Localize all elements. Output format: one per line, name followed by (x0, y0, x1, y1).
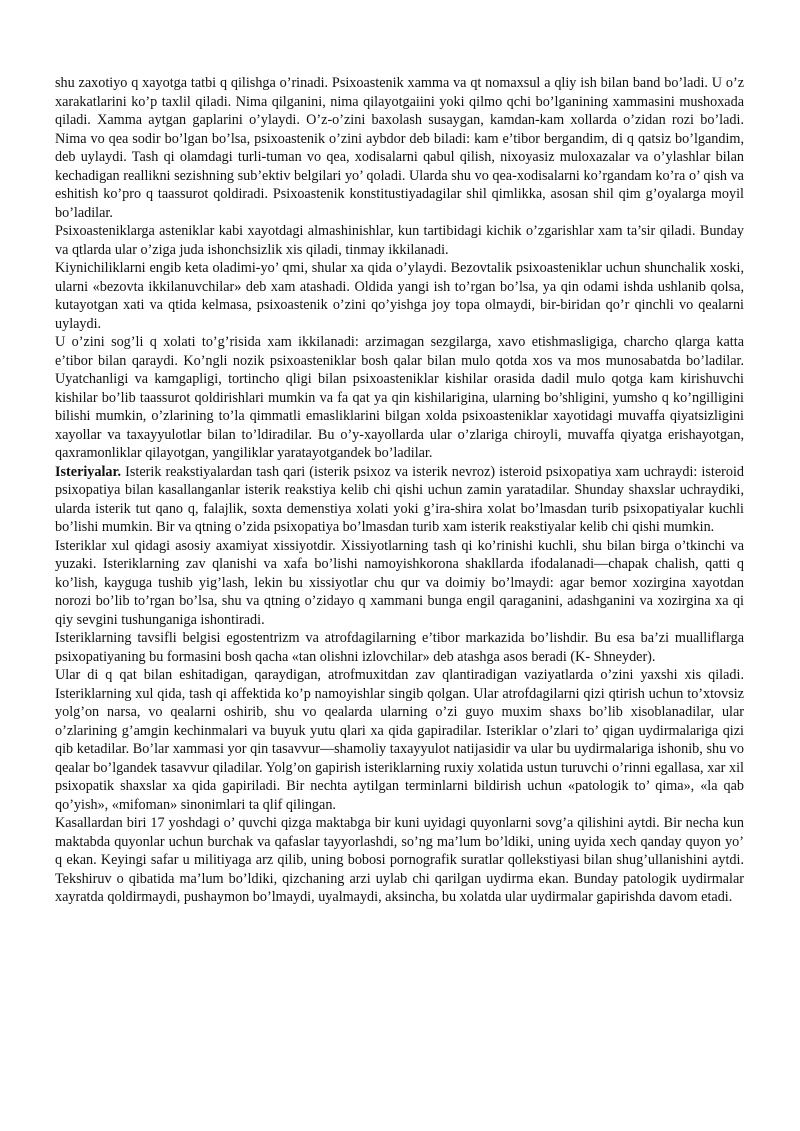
paragraph-text: Kasallardan biri 17 yoshdagi o’ quvchi qizga maktabga bir kuni uyidagi quyonlarni sovg’a qilishini aytdi. Bir necha kun maktabda quyonlar uchun burchak va qafaslar tayyorlashdi, so’ng ma’lum bo’ldiki, uning uyida xech qanday quyon yo’ q ekan. Keyingi safar u militiyaga arz qilib, uning bobosi pornografik suratlar qollekstiyasi bilan shug’ullanishini aytdi. Tekshiruv o qibatida ma’lum bo’ldiki, qizchaning arzi uylab chi qarilgan uydirma ekan. Bunday patologik uydirmalar xayratda qoldirmaydi, pushaymon bo’lmaydi, uyalmaydi, aksincha, bu xolatda ular uydirmalar gapirishda davom etadi. (55, 815, 744, 905)
paragraph-text: Isteriklar xul qidagi asosiy axamiyat xissiyotdir. Xissiyotlarning tash qi ko’rinishi kuchli, shu bilan birga o’tkinchi va yuzaki. Isteriklarning zav qlanishi va xafa bo’lishi namoyishkorona shakllarda ifodalanadi—chapak chalish, qatti q ko’lish, kayguga tushib yig’lash, lekin bu xissiyotlar chu qur va doimiy bo’lmaydi: agar bemor xozirgina xayotdan norozi bo’lib to’rgan bo’lsa, shu va qtning o’zidayo q xammani bunga engil qaraganini, adashganini va xozirgina xa qi qiy sevgini tushunganiga ishontiradi. (55, 537, 744, 628)
document-page (55, 74, 744, 907)
paragraph (55, 259, 744, 333)
paragraph (55, 814, 744, 907)
section-heading: Isteriyalar. (55, 463, 122, 480)
paragraph (55, 222, 744, 259)
paragraph-text: Isterik reakstiyalardan tash qari (isterik psixoz va isterik nevroz) isteroid psixopatiya xam uchraydi: isteroid psixopatiya bilan kasallanganlar isterik reakstiya kelib chi qishi uchun zamin yaratadilar. Shunday shaxslar uchraydiki, ularda isterik tut qano q, falajlik, soxta demenstiya xolati yoki g’ira-shira xolat bo’lmasdan turib psixopatiyalar kuchli bo’lishi mumkin. Bir va qtning o’zida psixopatiya bo’lmasdan turib xam isterik reakstiyalar kelib chi qishi mumkin. (55, 463, 744, 535)
paragraph-text: Isteriklarning tavsifli belgisi egostentrizm va atrofdagilarning e’tibor markazida bo’lishdir. Bu esa ba’zi mualliflarga psixopatiyaning bu formasini bosh qacha «tan olishni izlovchilar» deb atashga asos beradi (K- Shneyder). (55, 630, 744, 665)
paragraph-text: shu zaxotiyo q xayotga tatbi q qilishga o’rinadi. Psixoastenik xamma va qt nomaxsul a qliy ish bilan band bo’ladi. U o’z xarakatlarini ko’p taxlil qiladi. Nima qilganini, nima qilayotgaiini yoki qilmo qchi bo’lganining xammasini mushoxada qiladi. Xamma aytgan gaplarini o’ylaydi. O’z-o’zini baxolash susaygan, kamdan-kam xollarda o’zidan rozi bo’ladi. Nima vo qea sodir bo’lgan bo’lsa, psixoastenik o’zini aybdor deb biladi: kam e’tibor bergandim, di q qatsiz bo’lgandim, deb uylaydi. Tash qi olamdagi turli-tuman vo qea, xodisalarni qabul qilish, nixoyasiz muloxazalar va o’ylashlar bilan kechadigan reallikni sezishning sub’ektiv belgilari yo’ qoladi. Ularda shu vo qea-xodisalarni ko’rgandam ko’ra o’ qish va eshitish ko’pro q taassurot qoldiradi. Psixoastenik konstitustiyadagilar shil qimlikka, asosan shil qim g’oyalarga moyil bo’ladilar. (55, 75, 744, 221)
paragraph (55, 666, 744, 814)
paragraph (55, 537, 744, 630)
paragraph-text: U o’zini sog’li q xolati to’g’risida xam ikkilanadi: arzimagan sezgilarga, xavo etishmasligiga, charcho qlarga katta e’tibor bilan qaraydi. Ko’ngli nozik psixoasteniklar bosh qalar bilan mulo qotda xos va mos munosabatda bo’ladilar. Uyatchanligi va kamgapligi, tortincho qligi bilan psixoasteniklar kishilar orasida dadil mulo qotga kam kirishuvchi kishilar bo’lib taassurot qoldirishlari mumkin va fa qat ya qin kishilarigina, ularning bo’shligini, yumsho q ko’ngilligini bilishi mumkin, o’zlarining to’la qimmatli emasliklarini bilgan xolda psixoasteniklar xayotidagi muvaffa qiyatsizligini xayollar va taxayyulotlar bilan to’ldiradilar. Bu o’y-xayollarda ular o’zlariga chiroyli, muvaffa qiyatga erishayotgan, qaxramonliklar qilayotgan, yangiliklar yaratayotgandek bo’ladilar. (55, 334, 744, 461)
paragraph (55, 74, 744, 222)
paragraph-text: Kiynichiliklarni engib keta oladimi-yo’ qmi, shular xa qida o’ylaydi. Bezovtalik psixoasteniklar uchun shunchalik xoski, ularni «bezovta ikkilanuvchilar» deb xam atashadi. Oldida yangi ish to’rgan bo’lsa, ya qin odami ishda ushlanib qolsa, kutayotgan xati va qtida kelmasa, psixoastenik o’zini qo’yishga joy topa olmaydi, bir-biridan qo’r qinchli vo qealarni uylaydi. (55, 260, 744, 332)
paragraph (55, 333, 744, 463)
paragraph-text: Psixoasteniklarga asteniklar kabi xayotdagi almashinishlar, kun tartibidagi kichik o’zgarishlar xam ta’sir qiladi. Bunday va qtlarda ular o’ziga juda ishonchsizlik xis qiladi, tinmay ikkilanadi. (55, 223, 744, 258)
paragraph (55, 629, 744, 666)
paragraph (55, 463, 744, 537)
paragraph-text: Ular di q qat bilan eshitadigan, qaraydigan, atrofmuxitdan zav qlantiradigan vaziyatlarda o’zini yaxshi xis qiladi. Isteriklarning xul qida, tash qi affektida ko’p namoyishlar singib qolgan. Ular atrofdagilarni qizi qtirish uchun to’xtovsiz yolg’on narsa, vo qealarni oshirib, shu vo qealarda ularning o’zi guyo muxim shaxs bo’lib xisoblanadilar, ular o’zlarining g’amgin kechinmalari va buyuk yutu qlari xa qida gapiradilar. Isteriklar o’zlari to’ qigan uydirmalariga qizi qib ketadilar. Bo’lar xammasi yor qin tasavvur—shamoliy taxayyulot natijasidir va ular bu uydirmalariga ishonib, shu vo qealar bo’lgandek tasavvur qiladilar. Yolg’on gapirish isteriklarning ruxiy xolatida ustun turuvchi o’rinni egallasa, xar xil psixopatik shaxslar xa qida gapiriladi. Bir nechta aytilgan terminlarni bildirish uchun «patologik to’ qima», «la qab qo’yish», «mifoman» sinonimlari ta qlif qilingan. (55, 667, 744, 813)
